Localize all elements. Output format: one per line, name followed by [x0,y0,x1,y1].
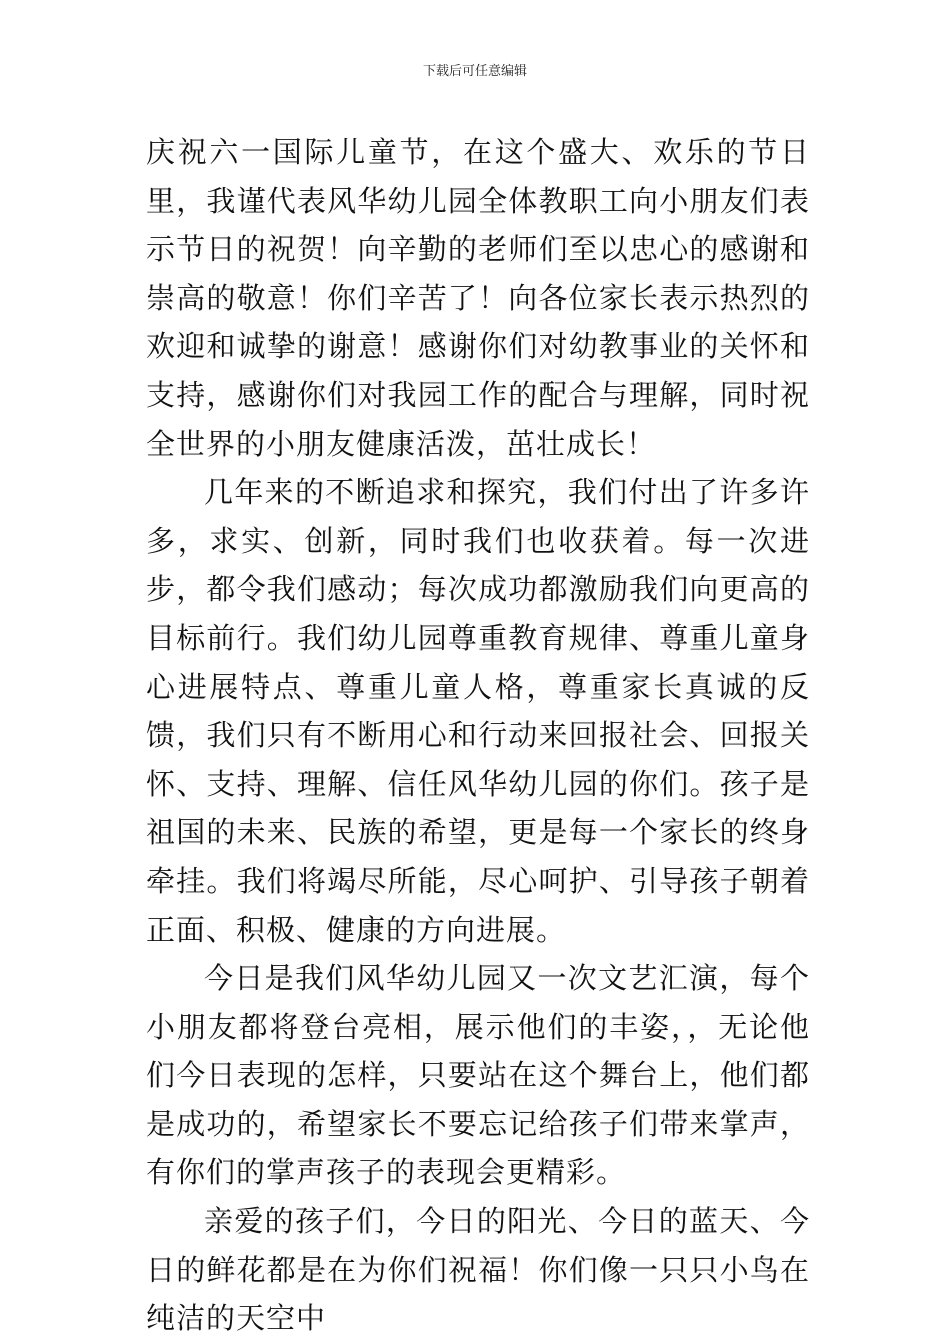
document-body [146,128,810,1343]
page-header-note: 下载后可任意编辑 [422,64,527,79]
paragraph-performance: 今日是我们风华幼儿园又一次文艺汇演，每个小朋友都将登台亮相，展示他们的丰姿，，无论他们今日表现的怎样，只要站在这个舞台上，他们都是成功的，希望家长不要忘记给孩子们带来掌声，有你们的掌声孩子的表现会更精彩。 [146,961,810,1190]
paragraph-opening: 庆祝六一国际儿童节，在这个盛大、欢乐的节日里，我谨代表风华幼儿园全体教职工向小朋友们表示节日的祝贺！向辛勤的老师们至以忠心的感谢和崇高的敬意！你们辛苦了！向各位家长表示热烈的欢迎和诚挚的谢意！感谢你们对幼教事业的关怀和支持，感谢你们对我园工作的配合与理解，同时祝全世界的小朋友健康活泼，茁壮成长！ [146,135,810,461]
paragraph-progress: 几年来的不断追求和探究，我们付出了许多许多，求实、创新，同时我们也收获着。每一次进步，都令我们感动；每次成功都激励我们向更高的目标前行。我们幼儿园尊重教育规律、尊重儿童身心进展特点、尊重儿童人格，尊重家长真诚的反馈，我们只有不断用心和行动来回报社会、回报关怀、支持、理解、信任风华幼儿园的你们。孩子是祖国的未来、民族的希望，更是每一个家长的终身牵挂。我们将竭尽所能，尽心呵护、引导孩子朝着正面、积极、健康的方向进展。 [146,475,810,947]
paragraph-children: 亲爱的孩子们，今日的阳光、今日的蓝天、今日的鲜花都是在为你们祝福！你们像一只只小鸟在纯洁的天空中 [146,1204,810,1336]
